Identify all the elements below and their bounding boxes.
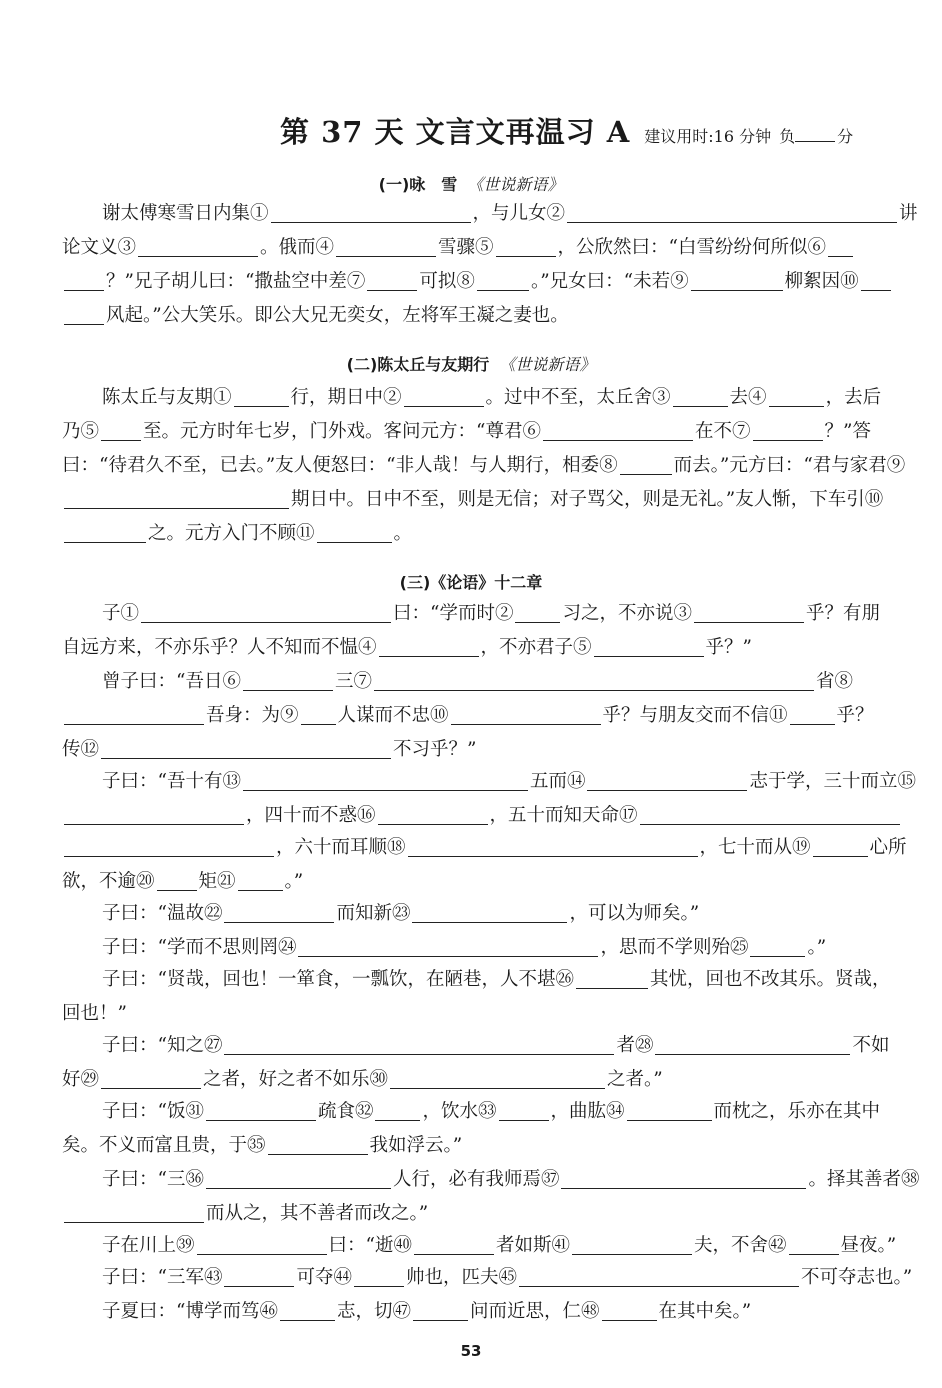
text-segment: 而从之，其不善者而改之。” (206, 1203, 429, 1224)
answer-blank[interactable] (64, 520, 146, 543)
text-segment: 论文义③ (62, 237, 137, 258)
text-segment: 在不⑦ (694, 421, 751, 442)
answer-blank[interactable] (572, 1232, 692, 1255)
answer-blank[interactable] (298, 934, 598, 957)
text-segment: 昼夜。” (840, 1235, 897, 1256)
text-segment: 不如 (852, 1035, 890, 1056)
text-line (62, 832, 912, 864)
text-segment: 乎？与朋友交而不信⑪ (602, 705, 788, 726)
text-line (62, 1130, 912, 1162)
answer-blank[interactable] (197, 1232, 327, 1255)
text-segment: 乃⑤ (62, 421, 100, 442)
text-segment: 省⑧ (815, 671, 853, 692)
score-suffix: 分 (837, 127, 854, 146)
answer-blank[interactable] (620, 452, 672, 475)
text-segment: ，七十而从⑲ (699, 837, 811, 858)
text-segment: 吾身：为⑨ (206, 705, 299, 726)
text-segment: ，不亦君子⑤ (480, 637, 592, 658)
text-segment: 其忧，回也不改其乐。贤哉， (649, 969, 891, 990)
text-segment: 子曰：“三㊱ (102, 1169, 204, 1190)
text-segment: 。择其善者㊳ (808, 1169, 920, 1190)
answer-blank[interactable] (138, 234, 258, 257)
answer-blank[interactable] (477, 268, 529, 291)
answer-blank[interactable] (224, 1264, 294, 1287)
answer-blank[interactable] (408, 834, 698, 857)
answer-blank[interactable] (694, 600, 804, 623)
answer-blank[interactable] (627, 1098, 712, 1121)
text-segment: 陈太丘与友期① (102, 387, 232, 408)
section-1-heading (0, 172, 942, 195)
text-line (62, 1230, 912, 1262)
score-blank[interactable] (795, 125, 835, 142)
text-segment: 者㉘ (616, 1035, 654, 1056)
text-line (62, 1064, 912, 1096)
text-segment: 去④ (729, 387, 767, 408)
section-3-title: (三)《论语》十二章 (399, 573, 543, 592)
text-line (62, 416, 912, 448)
text-segment: ，四十而不惑⑯ (246, 805, 376, 826)
answer-blank[interactable] (413, 1298, 468, 1321)
text-segment: 三⑦ (334, 671, 372, 692)
text-segment: 曾子曰：“吾日⑥ (102, 671, 241, 692)
answer-blank[interactable] (238, 868, 283, 891)
answer-blank[interactable] (354, 1264, 404, 1287)
answer-blank[interactable] (587, 768, 747, 791)
answer-blank[interactable] (206, 1166, 391, 1189)
section-2-heading (0, 352, 942, 375)
answer-blank[interactable] (64, 834, 274, 857)
section-3-heading (0, 570, 942, 593)
text-segment: 可夺㊹ (296, 1267, 352, 1288)
answer-blank[interactable] (404, 384, 484, 407)
text-segment: 子曰：“知之㉗ (102, 1035, 223, 1056)
text-segment: 子曰：“学而不思则罔㉔ (102, 937, 297, 958)
text-segment: 疏食㉜ (317, 1101, 374, 1122)
text-segment: ？”答 (824, 421, 871, 442)
answer-blank[interactable] (414, 1232, 494, 1255)
text-line (62, 518, 912, 550)
page-title: 第 37 天 文言文再温习 A (280, 115, 631, 149)
text-segment: 而知新㉓ (336, 903, 411, 924)
answer-blank[interactable] (640, 802, 900, 825)
answer-blank[interactable] (64, 702, 204, 725)
text-line (62, 1096, 912, 1128)
answer-blank[interactable] (561, 1166, 806, 1189)
text-segment: ，五十而知天命⑰ (489, 805, 638, 826)
answer-blank[interactable] (367, 268, 417, 291)
text-segment: 回也！” (62, 1003, 127, 1024)
answer-blank[interactable] (64, 486, 289, 509)
text-segment: ，曲肱㉞ (550, 1101, 625, 1122)
text-segment: ，公欣然曰：“白雪纷纷何所似⑥ (557, 237, 827, 258)
answer-blank[interactable] (301, 702, 336, 725)
text-segment: 而枕之，乐亦在其中 (713, 1101, 881, 1122)
text-segment: 谢太傅寒雪日内集① (102, 203, 269, 224)
text-segment: 帅也，匹夫㊺ (405, 1267, 517, 1288)
section-2-source: 《世说新语》 (499, 355, 596, 374)
text-line (62, 998, 912, 1030)
answer-blank[interactable] (576, 966, 648, 989)
text-segment: 子在川上㊴ (102, 1235, 195, 1256)
answer-blank[interactable] (224, 900, 334, 923)
text-segment: 夫，不舍㊷ (694, 1235, 787, 1256)
text-segment: 不可夺志也。” (801, 1267, 913, 1288)
text-segment: 子曰：“温故㉒ (102, 903, 223, 924)
answer-blank[interactable] (224, 1032, 614, 1055)
text-line (62, 382, 912, 414)
text-segment: 子曰：“三军㊸ (102, 1267, 223, 1288)
text-segment: 五而⑭ (529, 771, 586, 792)
answer-blank[interactable] (64, 268, 104, 291)
text-line (62, 232, 912, 264)
answer-blank[interactable] (234, 384, 289, 407)
text-segment: 者如斯㊶ (495, 1235, 570, 1256)
text-segment: 之者。” (607, 1069, 663, 1090)
text-segment: 雪骤⑤ (438, 237, 494, 258)
text-segment: 在其中矣。” (658, 1301, 752, 1322)
answer-blank[interactable] (753, 418, 823, 441)
answer-blank[interactable] (243, 668, 333, 691)
text-segment: ？”兄子胡儿曰：“撒盐空中差⑦ (106, 271, 366, 292)
answer-blank[interactable] (567, 200, 897, 223)
text-segment: 至。元方时年七岁，门外戏。客问元方：“尊君⑥ (143, 421, 541, 442)
answer-blank[interactable] (790, 702, 835, 725)
answer-blank[interactable] (206, 1098, 316, 1121)
answer-blank[interactable] (673, 384, 728, 407)
text-segment: 人谋而不忠⑩ (337, 705, 449, 726)
answer-blank[interactable] (602, 1298, 657, 1321)
answer-blank[interactable] (496, 234, 556, 257)
text-segment: 传⑫ (62, 739, 100, 760)
text-line (62, 1296, 912, 1328)
text-segment: 而去。”元方曰：“君与家君⑨ (673, 455, 906, 476)
text-segment: 子夏曰：“博学而笃㊻ (102, 1301, 278, 1322)
section-1-source: 《世说新语》 (467, 175, 564, 194)
text-segment: 志，切㊼ (336, 1301, 411, 1322)
text-segment: 曰：“待君久不至，已去。”友人便怒曰：“非人哉！与人期行，相委⑧ (62, 455, 618, 476)
answer-blank[interactable] (750, 934, 805, 957)
answer-blank[interactable] (594, 634, 704, 657)
text-segment: 讲 (899, 203, 918, 224)
text-segment: 期日中。日中不至，则是无信；对子骂父，则是无礼。”友人惭，下车引⑩ (291, 489, 884, 510)
text-segment: 。” (284, 871, 304, 892)
section-2-title: (二)陈太丘与友期行 (346, 355, 490, 374)
text-segment: 。”兄女曰：“未若⑨ (530, 271, 689, 292)
answer-blank[interactable] (280, 1298, 335, 1321)
answer-blank[interactable] (813, 834, 868, 857)
answer-blank[interactable] (243, 768, 528, 791)
text-segment: 不习乎？” (393, 739, 477, 760)
text-line (62, 734, 912, 766)
text-segment: 。” (807, 937, 827, 958)
answer-blank[interactable] (769, 384, 824, 407)
text-line (62, 898, 912, 930)
text-segment: 。过中不至，太丘舍③ (485, 387, 671, 408)
text-segment: 欲，不逾⑳ (62, 871, 155, 892)
answer-blank[interactable] (101, 418, 141, 441)
answer-blank[interactable] (412, 900, 567, 923)
time-label: 建议用时:16 分钟 (644, 127, 772, 146)
answer-blank[interactable] (691, 268, 783, 291)
answer-blank[interactable] (101, 1066, 201, 1089)
answer-blank[interactable] (451, 702, 601, 725)
answer-blank[interactable] (64, 1200, 204, 1223)
text-segment: 乎？ (836, 705, 874, 726)
answer-blank[interactable] (519, 1264, 799, 1287)
text-segment: ，饮水㉝ (422, 1101, 497, 1122)
answer-blank[interactable] (499, 1098, 549, 1121)
text-line (62, 1030, 912, 1062)
text-segment: 子曰：“饭㉛ (102, 1101, 204, 1122)
text-line (62, 1198, 912, 1230)
answer-blank[interactable] (861, 268, 891, 291)
text-line (62, 964, 912, 996)
text-segment: 之者，好之者不如乐㉚ (203, 1069, 389, 1090)
answer-blank[interactable] (375, 1098, 420, 1121)
answer-blank[interactable] (828, 234, 853, 257)
text-segment: ，去后 (825, 387, 882, 408)
text-line (62, 1262, 912, 1294)
answer-blank[interactable] (515, 600, 560, 623)
text-line (62, 666, 912, 698)
text-line (62, 632, 912, 664)
text-segment: 心所 (869, 837, 907, 858)
text-segment: 自远方来，不亦乐乎？人不知而不愠④ (62, 637, 377, 658)
text-line (62, 198, 918, 230)
text-segment: 我如浮云。” (369, 1135, 463, 1156)
text-segment: 问而近思，仁㊽ (469, 1301, 600, 1322)
text-segment: 之。元方入门不顾⑪ (148, 523, 315, 544)
text-line (62, 700, 912, 732)
page-number: 53 (460, 1342, 482, 1360)
text-line (62, 800, 912, 832)
answer-blank[interactable] (64, 302, 104, 325)
text-segment: 乎？有朋 (806, 603, 881, 624)
answer-blank[interactable] (543, 418, 693, 441)
text-line (62, 932, 912, 964)
text-segment: 子① (102, 603, 140, 624)
text-segment: 矣。不义而富且贵，于㉟ (62, 1135, 266, 1156)
text-line (62, 266, 912, 298)
answer-blank[interactable] (390, 1066, 605, 1089)
answer-blank[interactable] (336, 234, 436, 257)
text-line (62, 484, 912, 516)
answer-blank[interactable] (64, 802, 244, 825)
answer-blank[interactable] (157, 868, 197, 891)
answer-blank[interactable] (317, 520, 392, 543)
text-segment: 子曰：“贤哉，回也！一箪食，一瓢饮，在陋巷，人不堪㉖ (102, 969, 574, 990)
text-segment: ，可以为师矣。” (569, 903, 700, 924)
text-line (62, 450, 912, 482)
text-segment: 曰：“学而时② (393, 603, 514, 624)
answer-blank[interactable] (141, 600, 391, 623)
text-line (62, 766, 916, 798)
text-segment: ，与儿女② (472, 203, 566, 224)
section-1-title: (一)咏 雪 (378, 175, 458, 194)
text-segment: 人行，必有我师焉㊲ (392, 1169, 560, 1190)
text-segment: 行，期日中② (290, 387, 402, 408)
text-segment: ，六十而耳顺⑱ (276, 837, 406, 858)
text-segment: 。俄而④ (260, 237, 335, 258)
text-segment: 子曰：“吾十有⑬ (102, 771, 241, 792)
answer-blank[interactable] (101, 736, 391, 759)
text-segment: ，思而不学则殆㉕ (600, 937, 749, 958)
text-line (62, 866, 912, 898)
text-segment: 志于学，三十而立⑮ (749, 771, 916, 792)
answer-blank[interactable] (268, 1132, 368, 1155)
answer-blank[interactable] (374, 668, 814, 691)
text-segment: 。 (393, 523, 413, 544)
title-row (280, 110, 920, 154)
score-prefix: 负 (779, 127, 796, 146)
text-segment: 曰：“逝㊵ (328, 1235, 412, 1256)
answer-blank[interactable] (378, 802, 488, 825)
text-segment: 好㉙ (62, 1069, 100, 1090)
answer-blank[interactable] (271, 200, 471, 223)
text-segment: 习之，不亦说③ (562, 603, 692, 624)
text-segment: 风起。”公大笑乐。即公大兄无奕女，左将军王凝之妻也。 (106, 305, 569, 326)
answer-blank[interactable] (655, 1032, 850, 1055)
text-segment: 乎？” (705, 637, 752, 658)
text-line (62, 300, 912, 332)
text-segment: 可拟⑧ (419, 271, 475, 292)
answer-blank[interactable] (379, 634, 479, 657)
text-line (62, 598, 912, 630)
text-segment: 矩㉑ (198, 871, 236, 892)
text-line (62, 1164, 920, 1196)
text-segment: 柳絮因⑩ (784, 271, 859, 292)
answer-blank[interactable] (789, 1232, 839, 1255)
